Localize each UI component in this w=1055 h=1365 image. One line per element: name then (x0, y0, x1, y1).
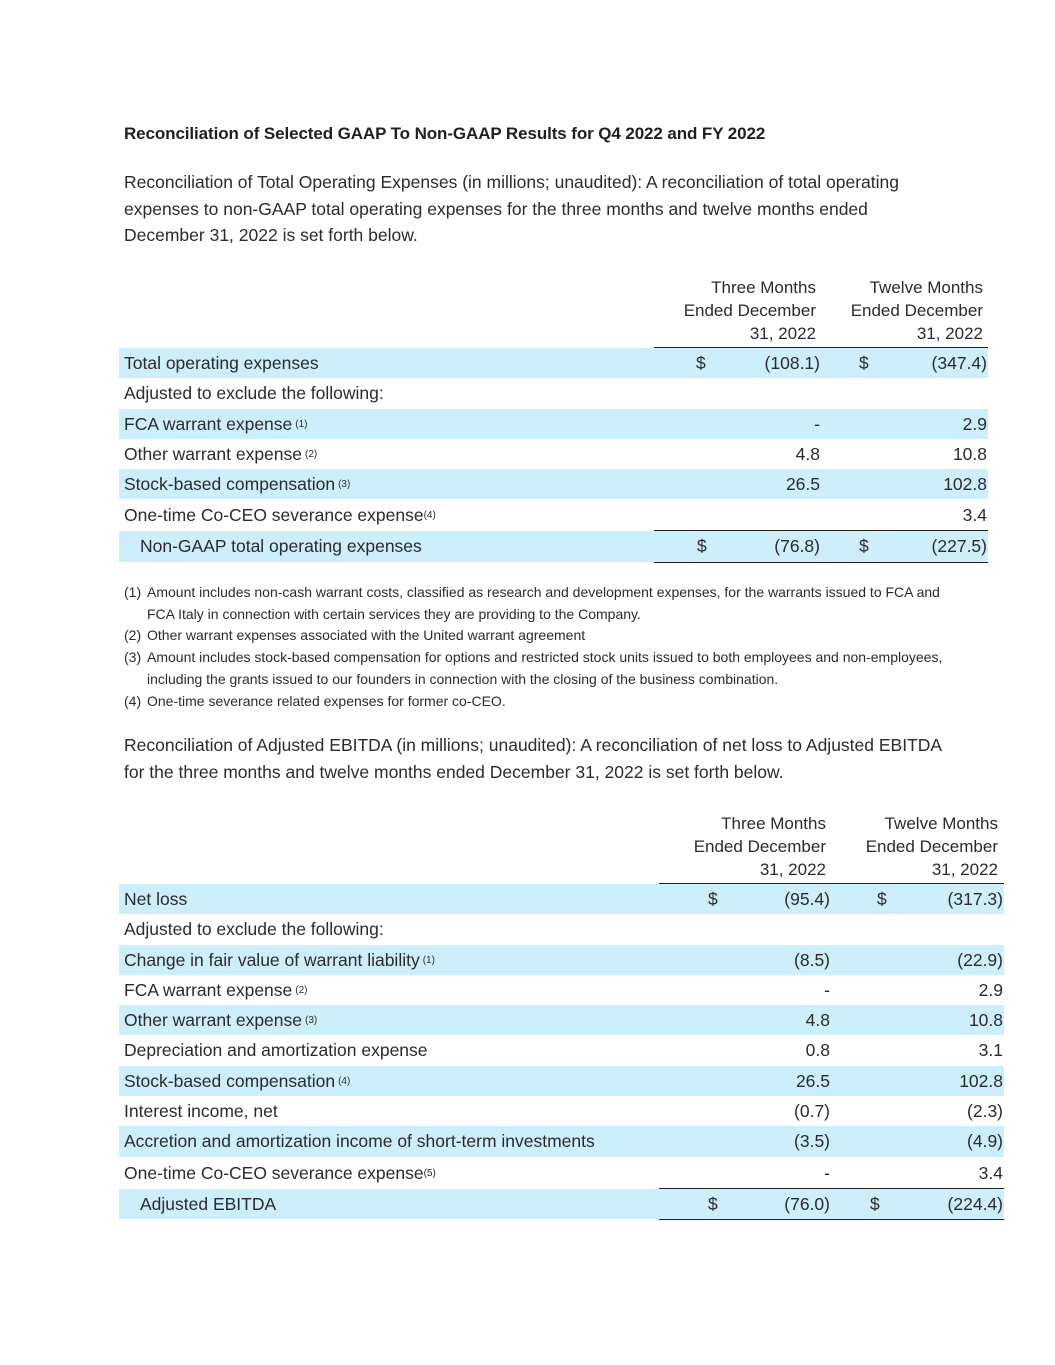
table-row (119, 1157, 1004, 1189)
row-label (124, 1005, 317, 1039)
row-value-three-months: 26.5 (785, 474, 820, 495)
row-value-three-months: (108.1) (764, 353, 820, 373)
ebitda-header-twelve-months (834, 812, 998, 881)
ebitda-table-header (119, 812, 1004, 884)
ebitda-header-three-months (659, 812, 826, 881)
row-value-three-months: 4.8 (795, 443, 820, 464)
row-label: Adjusted to exclude the following: (124, 383, 384, 404)
row-value-three-months: (8.5) (794, 949, 830, 970)
footnote-ref: (4) (338, 1075, 351, 1087)
row-label: Accretion and amortization income of short-term investments (124, 1131, 595, 1152)
row-value-twelve-months: 10.8 (968, 1010, 1003, 1031)
row-value-twelve-months: (4.9) (967, 1131, 1003, 1152)
footnote-number: (1) (124, 584, 142, 600)
footnote (124, 647, 964, 690)
opex-reconciliation-table (119, 276, 988, 562)
row-value-three-months: - (814, 413, 820, 434)
footnote-ref: (5) (423, 1167, 436, 1179)
ebitda-header-twelve-months-line2: Ended December (865, 837, 998, 856)
table-row (119, 409, 988, 439)
footnote (124, 582, 964, 625)
footnote (124, 625, 964, 647)
footnote-text: One-time severance related expenses for former co-CEO. (147, 692, 506, 709)
opex-intro-paragraph: Reconciliation of Total Operating Expenses (in millions; unaudited): A reconciliation of total operating expenses to non-GAAP total operating expenses for the three months and twelve months ended December 31, 2022 is set forth below. (124, 172, 899, 245)
row-label (124, 439, 317, 473)
row-label (124, 975, 308, 1009)
footnote-number: (2) (124, 627, 142, 644)
table-row (119, 348, 988, 378)
row-value-twelve-months: (347.4) (931, 353, 987, 373)
row-label-text: One-time Co-CEO severance expense (124, 1162, 424, 1183)
ebitda-header-three-months-line3: 31, 2022 (759, 860, 826, 879)
row-value-twelve-months: 102.8 (943, 474, 987, 495)
footnote-ref: (1) (295, 418, 308, 430)
row-label (124, 1157, 436, 1193)
table-row (119, 1096, 1004, 1126)
opex-header-twelve-months (819, 276, 983, 345)
row-value-twelve-months: 3.4 (978, 1162, 1003, 1183)
ebitda-header-twelve-months-line3: 31, 2022 (931, 860, 998, 879)
footnote-ref: (4) (423, 510, 436, 522)
row-label-text: One-time Co-CEO severance expense (124, 505, 424, 526)
row-currency-1: $ (708, 889, 718, 909)
footnote-ref: (3) (305, 1015, 318, 1027)
row-value-three-months: - (824, 979, 830, 1000)
table-row (119, 499, 988, 531)
row-label (124, 469, 350, 503)
row-label-text: Other warrant expense (124, 443, 303, 464)
table-row (119, 1066, 1004, 1096)
row-value-three-months: - (824, 1162, 830, 1183)
footnote-ref: (1) (422, 954, 435, 966)
row-value-three-months: 0.8 (805, 1040, 830, 1061)
row-value-twelve-months: 10.8 (952, 443, 987, 464)
opex-header-three-months-line2: Ended December (683, 301, 816, 320)
row-label-text: Other warrant expense (124, 1010, 303, 1031)
row-label-text: FCA warrant expense (124, 979, 293, 1000)
table-row (119, 1126, 1004, 1156)
row-label-text: Stock-based compensation (124, 474, 336, 495)
row-label: Depreciation and amortization expense (124, 1040, 428, 1061)
row-label (124, 499, 436, 535)
row-value-three-months: 26.5 (795, 1070, 830, 1091)
row-label (124, 945, 435, 979)
row-value-twelve-months: 102.8 (959, 1070, 1003, 1091)
footnote-ref: (2) (295, 984, 308, 996)
ebitda-header-three-months-line1: Three Months (721, 814, 826, 833)
row-label: Interest income, net (124, 1101, 278, 1122)
row-currency-1: $ (696, 353, 706, 373)
ebitda-intro-paragraph: Reconciliation of Adjusted EBITDA (in millions; unaudited): A reconciliation of net loss to Adjusted EBITDA for the three months and twelve months ended December 31, 2022 is set forth below. (124, 735, 942, 782)
table-row (119, 1005, 1004, 1035)
table-row (119, 1035, 1004, 1065)
row-value-twelve-months: (2.3) (967, 1101, 1003, 1122)
table-row (119, 439, 988, 469)
row-label (124, 409, 308, 443)
opex-table-header (119, 276, 988, 348)
row-label-text: Stock-based compensation (124, 1070, 336, 1091)
row-currency-2: $ (859, 353, 869, 373)
row-label: Total operating expenses (124, 353, 319, 373)
row-currency-2: $ (859, 536, 869, 557)
row-value-twelve-months: (22.9) (957, 949, 1003, 970)
row-value-three-months: (0.7) (794, 1101, 830, 1122)
table-row (119, 975, 1004, 1005)
row-value-twelve-months: 2.9 (978, 979, 1003, 1000)
row-currency-2: $ (877, 889, 887, 909)
row-label: Adjusted to exclude the following: (124, 919, 384, 940)
row-value-three-months: (3.5) (794, 1131, 830, 1152)
table-row (119, 945, 1004, 975)
row-label (124, 1066, 350, 1100)
opex-header-three-months-line1: Three Months (711, 278, 816, 297)
table-row (119, 884, 1004, 914)
table-row-total (119, 531, 988, 561)
ebitda-header-three-months-line2: Ended December (693, 837, 826, 856)
opex-header-twelve-months-line2: Ended December (850, 301, 983, 320)
row-value-twelve-months: 3.4 (962, 505, 987, 526)
footnote-number: (3) (124, 649, 142, 666)
footnote-number: (4) (124, 692, 142, 709)
row-value-three-months: 4.8 (805, 1010, 830, 1031)
row-value-three-months: (95.4) (784, 889, 830, 909)
row-value-twelve-months: (227.5) (931, 536, 987, 557)
ebitda-header-twelve-months-line1: Twelve Months (884, 814, 998, 833)
total-rule (659, 1219, 1004, 1220)
opex-header-twelve-months-line3: 31, 2022 (916, 324, 983, 343)
opex-header-twelve-months-line1: Twelve Months (869, 278, 983, 297)
table-row-total (119, 1189, 1004, 1219)
row-label-text: Change in fair value of warrant liability (124, 949, 420, 970)
footnotes (124, 582, 964, 712)
footnote-text: Amount includes non-cash warrant costs, classified as research and development expenses, for the warrants issued to FCA and FCA Italy in connection with certain services they are providing to the Company. (147, 584, 940, 622)
row-value-twelve-months: (317.3) (947, 889, 1003, 909)
row-currency-2: $ (870, 1193, 880, 1214)
row-value-twelve-months: (224.4) (947, 1193, 1003, 1214)
row-label: Net loss (124, 889, 188, 909)
footnote (124, 691, 964, 713)
row-currency-1: $ (697, 536, 707, 557)
row-value-twelve-months: 3.1 (978, 1040, 1003, 1061)
row-value-twelve-months: 2.9 (962, 413, 987, 434)
row-label: Non-GAAP total operating expenses (140, 536, 422, 557)
ebitda-reconciliation-table (119, 812, 1004, 1219)
row-currency-1: $ (708, 1193, 718, 1214)
page-title: Reconciliation of Selected GAAP To Non-GAAP Results for Q4 2022 and FY 2022 (124, 124, 766, 143)
total-rule (654, 562, 988, 563)
footnote-ref: (2) (305, 448, 318, 460)
footnote-text: Other warrant expenses associated with the United warrant agreement (147, 627, 586, 644)
opex-header-three-months-line3: 31, 2022 (749, 324, 816, 343)
table-row (119, 469, 988, 499)
table-row (119, 378, 988, 408)
row-label-text: FCA warrant expense (124, 413, 293, 434)
row-value-three-months: (76.0) (784, 1193, 830, 1214)
row-label: Adjusted EBITDA (140, 1193, 277, 1214)
footnote-ref: (3) (338, 479, 351, 491)
opex-header-three-months (649, 276, 816, 345)
table-row (119, 914, 1004, 944)
row-value-three-months: (76.8) (774, 536, 820, 557)
footnote-text: Amount includes stock-based compensation for options and restricted stock units issued to both employees and non-employees, including the grants issued to our founders in connection with the closing of the business combination. (147, 649, 943, 687)
